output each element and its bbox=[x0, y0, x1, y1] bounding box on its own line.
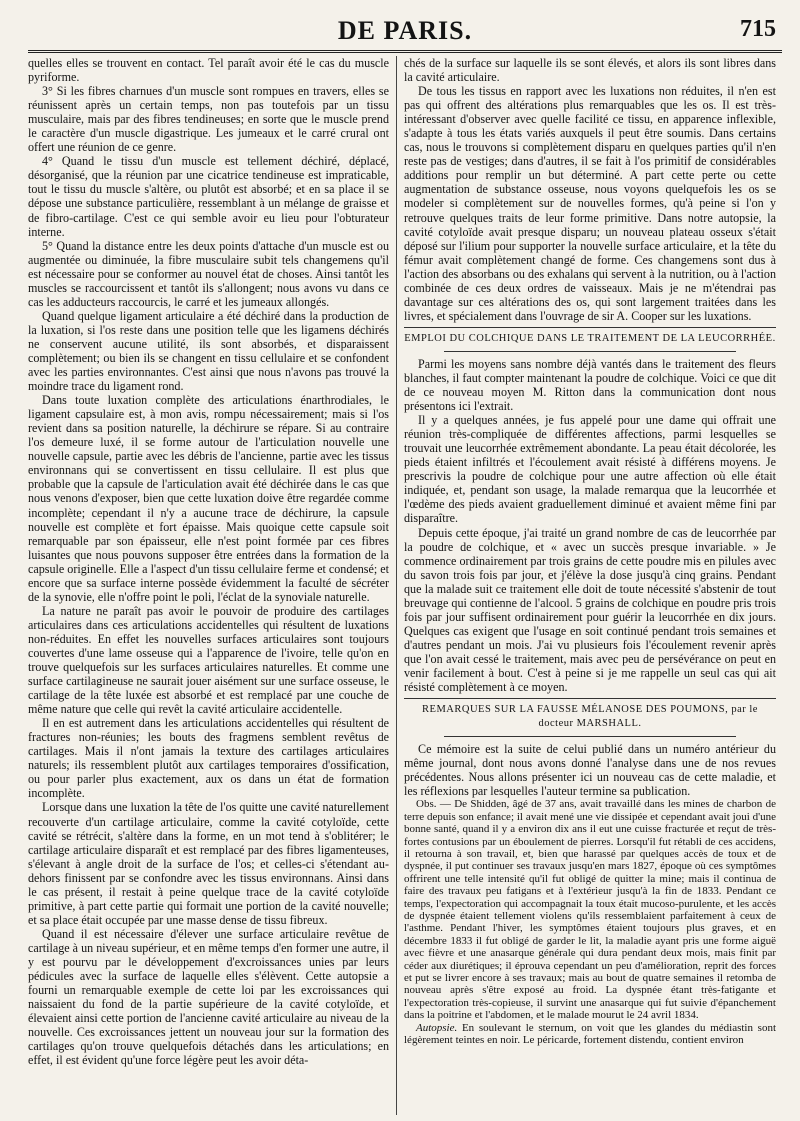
section-title-author: , par le docteur MARSHALL. bbox=[538, 704, 758, 730]
paragraph: Il y a quelques années, je fus appelé pour une dame qui offrait une réunion très-compliquée de différentes affections, parmi lesquelles se trouvait une leucorrhée extrêmement abondante. La peau était décolorée, les pieds étaient infiltrés et l'écoulement avait résisté à différens moyens. Je prescrivis la poudre de colchique pour une autre affection où elle était indiquée, et, pendant son usage, la malade remarqua que la leucorrhée et l'œdème des pieds avaient graduellement diminué et avaient même fini par disparaître. bbox=[404, 413, 776, 526]
paragraph: chés de la surface sur laquelle ils se sont élevés, et alors ils sont libres dans la cavité articulaire. bbox=[404, 56, 776, 85]
right-column bbox=[404, 56, 776, 1121]
column-divider bbox=[396, 56, 397, 1115]
section-title-colchique: EMPLOI DU COLCHIQUE DANS LE TRAITEMENT DE LA LEUCORRHÉE. bbox=[404, 332, 776, 344]
observation-block bbox=[404, 798, 776, 1046]
section-separator bbox=[404, 327, 776, 328]
section-separator bbox=[404, 698, 776, 699]
left-column bbox=[28, 56, 389, 1121]
section-title-main: REMARQUES SUR LA FAUSSE MÉLANOSE DES POUMONS bbox=[422, 704, 726, 716]
paragraph: Depuis cette époque, j'ai traité un grand nombre de cas de leucorrhée par la poudre de colchique, et « avec un succès presque invariable. » Je commence ordinairement par trois grains de cette poudre mis en pilules avec du savon trois fois par jour, et j'élève la dose jusqu'à cinq grains. Pendant que la malade suit ce traitement elle doit de toute nécessité s'abstenir de tout breuvage qui contienne de l'alcool. 5 grains de colchique en poudre pris trois fois par jour suffisent ordinairement pour guérir la leucorrhée en dix jours. Quelques cas exigent que l'usage en soit continué pendant trois semaines et d'autres pendant un mois. J'ai vu plusieurs fois l'écoulement revenir après que l'on avait cessé le traitement, mais avec peu de persévérance on peut en venir facilement à bout. C'est à peine si je me rappelle un seul cas qui ait résisté complètement à ce moyen. bbox=[404, 525, 776, 695]
paragraph: Il en est autrement dans les articulations accidentelles qui résultent de fractures non-réunies; les bouts des fragmens semblent revêtus de cartilages. Mais il n'ont jamais la texture des cartilages articulaires naturels; ils ressemblent plutôt aux cartilages temporaires d'ossification, ou pour parler plus exactement, aux os dans un état de formation incomplète. bbox=[28, 716, 389, 801]
observation-text: De Shidden, âgé de 37 ans, avait travaillé dans les mines de charbon de terre depuis son enfance; il avait mené une vie dissipée et cependant avait joui d'une bonne santé, quand il y a environ dix ans il eut une cuisse fracturée et reçut de très-fortes contusions par un éboulement de pierres. Lorsqu'il fut rétabli de ces accidens, il retourna à son travail, et, bien que harassé par quelques accès de toux et de dyspnée, il put continuer ses travaux jusqu'en mars 1827, époque où ces symptômes offrirent une telle intensité qu'il fut obligé de quitter la mine; mais il continua de faire des travaux peu fatigans et à l'extérieur jusqu'à la fin de 1833. Pendant ce temps, l'expectoration qui accompagnait la toux était mucoso-purulente, et les accès de dyspnée étaient tellement violens qu'ils ressemblaient parfaitement à ceux de l'asthme. Pendant l'hiver, les symptômes étaient toujours plus graves, et en décembre 1833 il fut obligé de garder le lit, la maladie ayant pris une forme aiguë avec fièvre et une anasarque générale qui dura pendant deux mois, mais finit par céder aux diurétiques; il éprouva cependant un peu d'amélioration, reprit des forces et put se livrer encore à ses travaux; mais au bout de quatre semaines il retomba de nouveau après s'être exposé au froid. La dyspnée étant très-fatigante et l'expectoration très-copieuse, il survint une anasarque qui fut suivie d'épanchement dans la poitrine et l'abdomen, et le malade mourut le 24 avril 1834. bbox=[404, 798, 776, 1022]
paragraph: De tous les tissus en rapport avec les luxations non réduites, il n'en est pas qui offrent des altérations plus remarquables que les os. Il est très-intéressant d'observer avec quelle facilité ce tissu, en apparence inflexible, s'adapte à tous les états variés auxquels il peut être soumis. Dans certains cas, nous le trouvons si complètement disparu en quelques parties qu'il n'en reste pas de vestiges; dans d'autres, il se fait à l'os primitif de considérables additions pour remplir un but déterminé. A part cette perte ou cette augmentation de substance osseuse, nous voyons quelquefois les os se modeler si complètement sur de nouvelles formes, qu'à peine si l'on y retrouve quelques traits de leur forme primitive. Dans notre autopsie, la cavité cotyloïde avait presque disparu; un nouveau plateau osseux s'était déposé sur l'ilium pour supporter la nouvelle surface articulaire, et la tête du fémur avait complètement changé de forme. Ces changemens sont dus à l'action des absorbans ou des exhalans qui servent à la nutrition, ou à l'action combinée de ces deux ordres de vaisseaux. Mais je ne m'étendrai pas davantage sur ces altérations des os, qui sont largement traitées dans les livres, et spécialement dans l'ouvrage de sir A. Cooper sur les luxations. bbox=[404, 84, 776, 323]
section-title-melanose bbox=[404, 703, 776, 731]
page-header bbox=[28, 14, 782, 50]
paragraph: quelles elles se trouvent en contact. Tel paraît avoir été le cas du muscle pyriforme. bbox=[28, 56, 389, 85]
paragraph: Lorsque dans une luxation la tête de l'os quitte une cavité naturellement recouverte d'un cartilage articulaire, comme la cavité cotyloïde, cette cavité se rétrécit, s'altère dans la forme, en un mot tend à s'oblitérer; le cartilage articulaire disparaît et est remplacé par des fibres ligamenteuses, s'élevant à angle droit de la surface de l'os; et celles-ci s'étendant au-dehors finissent par se confondre avec les tissus environnans. Ainsi dans le cas présent, il restait à peine quelque trace de la cavité cotyloïde primitive, à part cette partie qui formait une portion de la cavité nouvelle; et sa place était occupée par une masse dense de tissu fibreux. bbox=[28, 800, 389, 927]
paragraph: 3° Si les fibres charnues d'un muscle sont rompues en travers, elles se réunissent après un certain temps, non pas toutefois par un tissu musculaire, mais par des fibres tendineuses; en sorte que le muscle prend le caractère d'un muscle digastrique. Les jumeaux et le carré crural ont offert une réunion de ce genre. bbox=[28, 84, 389, 155]
observation-paragraph bbox=[404, 798, 776, 1021]
header-rule bbox=[28, 50, 782, 53]
section-title-rule bbox=[444, 351, 736, 352]
paragraph: Parmi les moyens sans nombre déjà vantés dans le traitement des fleurs blanches, il faut compter maintenant la poudre de colchique. Voici ce que dit de ce nouveau moyen M. Ritton dans la communication dont nous présentons ici l'extrait. bbox=[404, 356, 776, 414]
autopsy-label: Autopsie. bbox=[416, 1021, 458, 1034]
section-title-rule bbox=[444, 736, 736, 737]
paragraph: Dans toute luxation complète des articulations énarthrodiales, le ligament capsulaire est, à mon avis, rompu nécessairement; mais si l'os revient dans sa position naturelle, la déchirure se répare. Si au contraire l'os demeure luxé, il se forme autour de l'articulation nouvelle une nouvelle capsule, partie avec les débris de l'ancienne, partie avec les tissus environnans qui se convertissent en tissu cellulaire. Il est plus que probable que la capsule de l'articulation avait été déchirée dans le cas que nous venons d'exposer, bien que cette luxation doive être regardée comme incomplète; cependant il n'y a aucune trace de déchirure, la capsule nouvelle est complète et fort épaisse. Mais quoique cette capsule soit remarquable par son épaisseur, elle n'est point formée par ces fibres luisantes que nous pouvons supposer être entrées dans la formation de la capsule originelle. Elle a l'aspect d'un tissu cellulaire ferme et condensé; et encore que sa surface interne possède évidemment la faculté de sécréter de la synovie, elle n'offre point le poli, l'éclat de la synoviale naturelle. bbox=[28, 393, 389, 604]
paragraph: Quand il est nécessaire d'élever une surface articulaire revêtue de cartilage à un niveau supérieur, et en même temps d'en former une autre, il y est pourvu par le développement d'excroissances unies par leurs pédicules avec la surface de laquelle elles s'élèvent. Cette autopsie a fourni un remarquable exemple de cette loi par les excroissances qui naissaient du fond de la partie supérieure de la cavité cotyloïde, et élevaient ainsi cette portion de l'ancienne cavité articulaire au niveau de la nouvelle. Ces excroissances jettent un nouveau jour sur la formation des cartilages qu'on trouve quelquefois détachés dans les articulations; en effet, il est évident qu'une force légère peut les avoir déta- bbox=[28, 926, 389, 1068]
paragraph: Ce mémoire est la suite de celui publié dans un numéro antérieur du même journal, dont nous avons donné l'analyse dans une de nos revues précédentes. Nous allons présenter ici un nouveau cas de cette maladie, et les réflexions par lesquelles l'auteur termine sa publication. bbox=[404, 742, 776, 799]
autopsy-paragraph bbox=[404, 1022, 776, 1047]
paragraph: Quand quelque ligament articulaire a été déchiré dans la production de la luxation, si l'os reste dans une position telle que les ligamens déchirés ne conservent aucune utilité, ils sont absorbés, et disparaissent complètement; ou bien ils se changent en tissu cellulaire et se confondent avec les parties environnantes. C'est ainsi que nous n'avons pas trouvé la moindre trace du ligament rond. bbox=[28, 308, 389, 394]
paragraph: La nature ne paraît pas avoir le pouvoir de produire des cartilages articulaires dans ces articulations accidentelles qui résultent de luxations non-réduites. En effet les nouvelles surfaces articulaires sont toujours couvertes d'une lame osseuse qui a l'apparence de l'ivoire, telle qu'on en trouve quelquefois sur les surfaces articulaires naturelles. Et comme une surface cartilagineuse ne saurait jouer aisément sur une surface osseuse, le cartilage de la tête luxée est absorbé et est remplacé par une couche de même nature que celle qui revêt la cavité articulaire accidentelle. bbox=[28, 603, 389, 717]
journal-title: DE PARIS. bbox=[337, 16, 473, 45]
observation-label: Obs. — bbox=[416, 798, 451, 811]
autopsy-text: En soulevant le sternum, on voit que les glandes du médiastin sont légèrement teintes en noir. Le péricarde, fortement distendu, contient environ bbox=[404, 1021, 776, 1047]
paragraph: 5° Quand la distance entre les deux points d'attache d'un muscle est ou augmentée ou diminuée, la fibre musculaire subit tels changemens qu'il est nécessaire pour se conformer au nouvel état de choses. Ainsi tantôt les muscles se raccourcissent et tantôt ils s'allongent; nous avons vu dans ce cas les adducteurs raccourcis, le carré et les jumeaux allongés. bbox=[28, 238, 389, 309]
paragraph: 4° Quand le tissu d'un muscle est tellement déchiré, déplacé, désorganisé, que la réunion par une cicatrice tendineuse est impraticable, tout le tissu du muscle s'altère, ou plutôt est absorbé; et en sa place il se dépose une substance particulière, ressemblant à un mélange de graisse et de fibro-cartilage. C'est ce qui semble avoir eu lieu pour l'obturateur interne. bbox=[28, 154, 389, 239]
page-number: 715 bbox=[740, 16, 776, 42]
